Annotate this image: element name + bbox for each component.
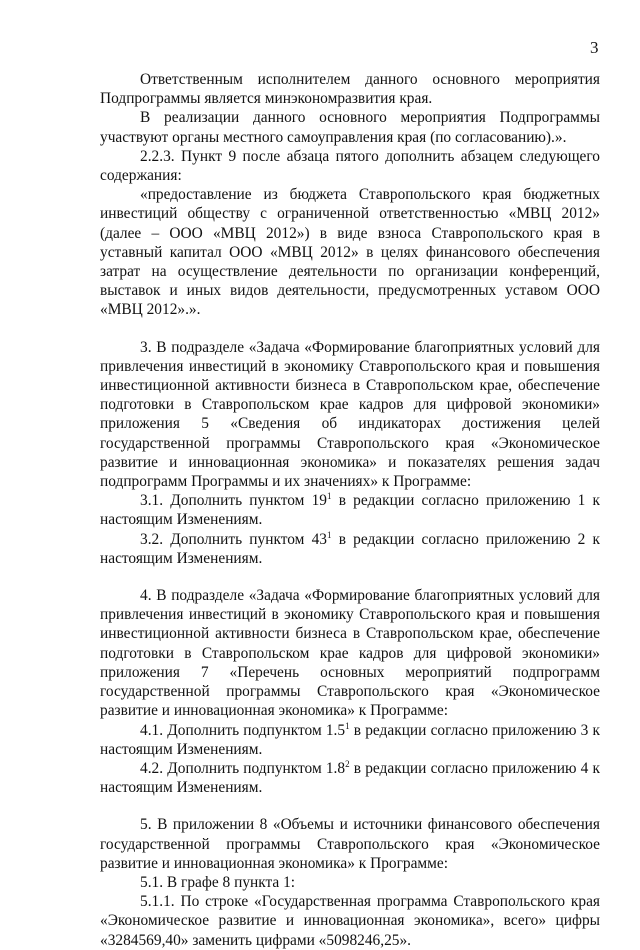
paragraph: В реализации данного основного мероприятия Подпрограммы участвуют органы местного самоуправления края (по согласованию).».	[100, 109, 600, 146]
paragraph: 3.2. Дополнить пунктом $43^1$ в редакции согласно приложению 2 к настоящим Изменениям.	[100, 529, 601, 567]
document-body	[100, 70, 600, 950]
paragraph: 4.1. Дополнить подпунктом $1.5^1$ в редакции согласно приложению 3 к настоящим Изменениям.	[100, 720, 600, 758]
page-number: 3	[590, 38, 599, 57]
paragraph: 4.2. Дополнить подпунктом $1.8^2$ в редакции согласно приложению 4 к настоящим Изменениям.	[100, 758, 600, 797]
superscript: 1	[327, 529, 332, 540]
paragraph: 5.1. В графе 8 пункта 1:	[140, 873, 296, 891]
paragraph: 5.1.1. По строке «Государственная программа Ставропольского края «Экономическое развитие и инновационная экономика», всего» цифры «3284569,40» заменить цифрами «5098246,25».	[100, 893, 600, 949]
paragraph: 2.2.3. Пункт 9 после абзаца пятого дополнить абзацем следующего содержания:	[100, 147, 600, 185]
paragraph: «предоставление из бюджета Ставропольского края бюджетных инвестиций обществу с ограниченной ответственностью «МВЦ 2012» (далее – ООО «МВЦ 2012») в виде взноса Ставропольского края в уставный капитал ООО «МВЦ 2012» в целях финансового обеспечения затрат на осуществление деятельности по организации конференций, выставок и иных видов деятельности, предусмотренных уставом ООО «МВЦ 2012».».	[100, 186, 600, 319]
superscript: 2	[345, 758, 350, 769]
superscript: 1	[345, 720, 350, 731]
superscript: 1	[327, 491, 332, 502]
paragraph: 3. В подразделе «Задача «Формирование благоприятных условий для привлечения инвестиций в экономику Ставропольского края и повышения инвестиционной активности бизнеса в Ставропольском крае, обеспечение подготовки в Ставропольском крае кадров для цифровой экономики» приложения 5 «Сведения об индикаторах достижения целей государственной программы Ставропольского края «Экономическое развитие и инновационная экономика» и показателях решения задач подпрограмм Программы и их значениях» к Программе:	[100, 338, 600, 491]
paragraph: 5. В приложении 8 «Объемы и источники финансового обеспечения государственной программы Ставропольского края «Экономическое развитие и инновационная экономика» к Программе:	[100, 816, 600, 872]
paragraph: 4. В подразделе «Задача «Формирование благоприятных условий для привлечения инвестиций в экономику Ставропольского края и повышения инвестиционной активности бизнеса в Ставропольском крае, обеспечение подготовки в Ставропольском крае кадров для цифровой экономики» приложения 7 «Перечень основных мероприятий подпрограмм государственной программы Ставропольского края «Экономическое развитие и инновационная экономика» к Программе:	[100, 587, 600, 720]
paragraph: 3.1. Дополнить пунктом $19^1$ в редакции согласно приложению 1 к настоящим Изменениям.	[100, 491, 601, 529]
paragraph: Ответственным исполнителем данного основного мероприятия Подпрограммы является минэкономразвития края.	[100, 71, 600, 108]
